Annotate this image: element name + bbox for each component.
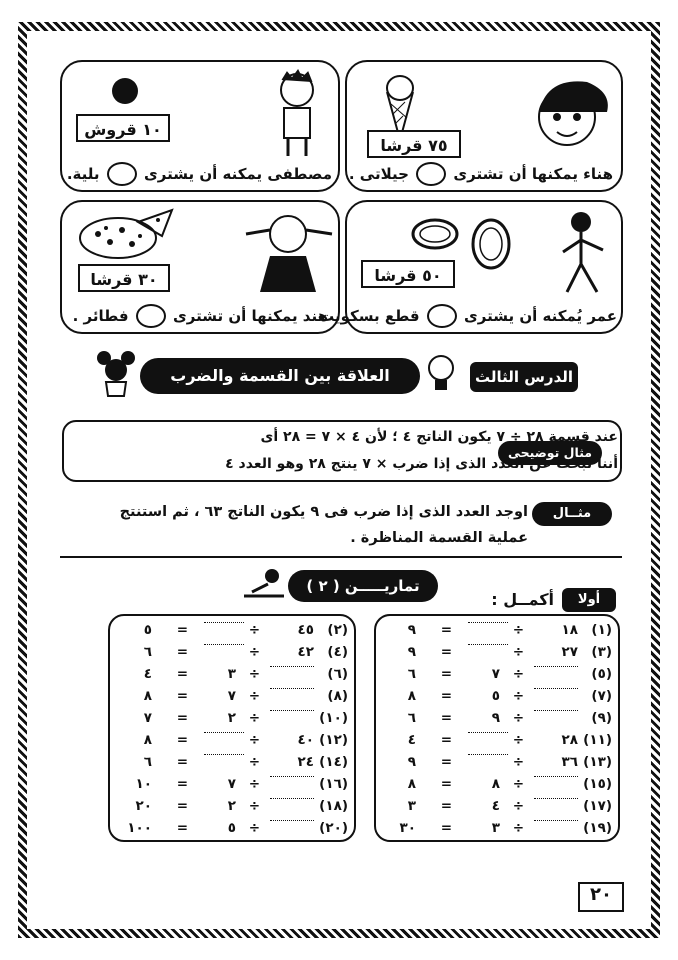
equals-symbol: = [176, 666, 188, 682]
exercise-row [116, 708, 348, 730]
answer-blank[interactable] [534, 688, 578, 689]
card-hanaa [345, 60, 623, 192]
example-explain-label: مثال توضيحى [498, 441, 602, 465]
answer-blank[interactable] [534, 798, 578, 799]
exercise-number: (٩) [591, 710, 612, 726]
exercise-number: (١١) [583, 732, 612, 748]
divide-symbol: ÷ [248, 776, 260, 792]
divide-symbol: ÷ [248, 688, 260, 704]
divide-symbol: ÷ [512, 710, 524, 726]
equals-symbol: = [440, 820, 452, 836]
answer-blank[interactable] [534, 710, 578, 711]
divisor: ٧ [491, 666, 500, 682]
result: ٦ [143, 754, 152, 770]
equals-symbol: = [176, 622, 188, 638]
result: ٨ [407, 776, 416, 792]
divide-symbol: ÷ [248, 754, 260, 770]
result: ٦ [407, 710, 416, 726]
exercise-row [382, 620, 612, 642]
result: ٥ [143, 622, 152, 638]
lesson-title: العلاقة بين القسمة والضرب [140, 358, 420, 394]
equals-symbol: = [176, 776, 188, 792]
price-box: ١٠ قروش [76, 114, 170, 142]
instruction: أكمــل : [491, 590, 554, 609]
exercise-number: (٢) [327, 622, 348, 638]
exercise-number: (١٠) [319, 710, 348, 726]
result: ١٠٠ [127, 820, 152, 836]
caption-text: مصطفى يمكنه أن يشترى [144, 164, 332, 183]
exercise-row [382, 796, 612, 818]
equals-symbol: = [440, 798, 452, 814]
divide-symbol: ÷ [248, 622, 260, 638]
exercise-row [116, 642, 348, 664]
price-box: ٣٠ قرشا [78, 264, 170, 292]
answer-blank[interactable] [534, 776, 578, 777]
divisor: ٧ [227, 776, 236, 792]
divide-symbol: ÷ [512, 820, 524, 836]
answer-blank[interactable] [204, 732, 244, 733]
result: ٣٠ [399, 820, 416, 836]
divide-symbol: ÷ [512, 666, 524, 682]
dividend: ١٨ [561, 622, 578, 638]
result: ٨ [143, 688, 152, 704]
pizza-icon [76, 206, 176, 262]
exercise-row [116, 752, 348, 774]
exercise-row [116, 796, 348, 818]
exercise-row [382, 730, 612, 752]
exercise-number: (١٢) [319, 732, 348, 748]
result: ٣ [407, 798, 416, 814]
divisor: ٥ [227, 820, 236, 836]
equals-symbol: = [176, 754, 188, 770]
exercise-number: (٥) [591, 666, 612, 682]
boy-walking-icon [553, 208, 613, 298]
exercise-number: (١٧) [583, 798, 612, 814]
exercise-row [116, 818, 348, 840]
divide-symbol: ÷ [248, 798, 260, 814]
divide-symbol: ÷ [512, 644, 524, 660]
divide-symbol: ÷ [512, 688, 524, 704]
result: ٩ [407, 644, 416, 660]
exercise-number: (١٣) [583, 754, 612, 770]
divide-symbol: ÷ [512, 776, 524, 792]
exercise-row [382, 774, 612, 796]
card-hend [60, 200, 340, 334]
answer-oval[interactable] [107, 162, 137, 186]
caption-item: جيلاتى . [348, 164, 409, 183]
girl-face-icon [527, 72, 617, 152]
dividend: ٢٤ [297, 754, 314, 770]
exercise-row [382, 642, 612, 664]
exercise-number: (١٥) [583, 776, 612, 792]
equals-symbol: = [176, 710, 188, 726]
caption-item: بلية. [66, 164, 100, 183]
exercise-row [382, 818, 612, 840]
result: ٧ [143, 710, 152, 726]
boy-figure-icon [262, 68, 332, 158]
answer-blank[interactable] [204, 622, 244, 623]
example-label: مثــال [532, 502, 612, 526]
answer-blank[interactable] [204, 644, 244, 645]
divide-symbol: ÷ [248, 732, 260, 748]
answer-blank[interactable] [468, 622, 508, 623]
answer-oval[interactable] [416, 162, 446, 186]
section-divider [60, 556, 622, 558]
exercise-row [116, 730, 348, 752]
equals-symbol: = [176, 688, 188, 704]
exercise-number: (١٩) [583, 820, 612, 836]
result: ٦ [143, 644, 152, 660]
card-caption [67, 162, 332, 186]
caption-text: هند يمكنها أن تشترى [173, 306, 328, 325]
part-label: أولا [562, 588, 616, 612]
example-explain-line1: عند قسمة ٢٨ ÷ ٧ يكون الناتج ٤ ؛ لأن ٤ × ٧ = ٢٨ أى [260, 429, 618, 445]
equals-symbol: = [440, 688, 452, 704]
exercise-number: (١٤) [319, 754, 348, 770]
answer-blank[interactable] [270, 710, 314, 711]
answer-blank[interactable] [468, 644, 508, 645]
page-number: ٢٠ [590, 884, 612, 905]
result: ٨ [143, 732, 152, 748]
dividend: ٤٥ [297, 622, 314, 638]
example-line1: اوجد العدد الذى إذا ضرب فى ٩ يكون الناتج ٦٣ ، ثم استنتج [119, 504, 528, 520]
divisor: ٣ [491, 820, 500, 836]
exercise-row [382, 752, 612, 774]
marble-icon [110, 76, 140, 106]
caption-text: هناء يمكنها أن تشترى [453, 164, 613, 183]
exercise-row [116, 664, 348, 686]
lesson-label: الدرس الثالث [470, 362, 578, 392]
divisor: ٥ [491, 688, 500, 704]
exercise-row [382, 686, 612, 708]
divide-symbol: ÷ [512, 622, 524, 638]
divisor: ٧ [227, 688, 236, 704]
divisor: ٨ [491, 776, 500, 792]
dividend: ٣٦ [561, 754, 578, 770]
answer-blank[interactable] [270, 666, 314, 667]
divisor: ٣ [227, 666, 236, 682]
girl-figure-icon [240, 210, 336, 296]
divide-symbol: ÷ [512, 754, 524, 770]
result: ١٠ [135, 776, 152, 792]
caption-item: قطع بسكويت [319, 306, 420, 325]
equals-symbol: = [176, 798, 188, 814]
exercises-title: تماريـــــن ( ٢ ) [288, 570, 438, 602]
divisor: ٢ [227, 710, 236, 726]
divide-symbol: ÷ [512, 798, 524, 814]
equals-symbol: = [440, 732, 452, 748]
equals-symbol: = [440, 776, 452, 792]
answer-blank[interactable] [270, 776, 314, 777]
example-explain-line2: أننا نبحث عن العدد الذى إذا ضرب × ٧ ينتج ٢٨ وهو العدد ٤ [225, 456, 618, 472]
mickey-icon [96, 350, 138, 398]
answer-oval[interactable] [136, 304, 166, 328]
exercise-number: (٨) [327, 688, 348, 704]
equals-symbol: = [440, 622, 452, 638]
dividend: ٤٢ [297, 644, 314, 660]
exercise-row [116, 774, 348, 796]
exercise-number: (٢٠) [319, 820, 348, 836]
card-mostafa [60, 60, 340, 192]
dividend: ٢٧ [561, 644, 578, 660]
divisor: ٩ [491, 710, 500, 726]
exercise-number: (٧) [591, 688, 612, 704]
exercise-row [382, 664, 612, 686]
exercise-number: (٤) [327, 644, 348, 660]
exercise-table-right [374, 614, 620, 842]
example-line2: عملية القسمة المناظرة . [350, 530, 528, 546]
exercise-row [116, 686, 348, 708]
result: ٢٠ [135, 798, 152, 814]
divide-symbol: ÷ [248, 666, 260, 682]
dividend: ٤٠ [297, 732, 314, 748]
divisor: ٢ [227, 798, 236, 814]
writing-child-icon [238, 566, 288, 602]
exercise-row [116, 620, 348, 642]
answer-blank[interactable] [468, 754, 508, 755]
card-caption [73, 304, 328, 328]
equals-symbol: = [176, 644, 188, 660]
card-caption [349, 162, 613, 186]
result: ٩ [407, 754, 416, 770]
dividend: ٢٨ [561, 732, 578, 748]
exercise-table-left [108, 614, 356, 842]
answer-blank[interactable] [204, 754, 244, 755]
bulb-icon [424, 352, 458, 396]
result: ٨ [407, 688, 416, 704]
divide-symbol: ÷ [512, 732, 524, 748]
card-caption [319, 304, 617, 328]
answer-blank[interactable] [270, 688, 314, 689]
answer-blank[interactable] [534, 666, 578, 667]
result: ٤ [143, 666, 152, 682]
equals-symbol: = [176, 732, 188, 748]
divide-symbol: ÷ [248, 710, 260, 726]
exercise-number: (١٦) [319, 776, 348, 792]
exercise-number: (١) [591, 622, 612, 638]
answer-blank[interactable] [534, 820, 578, 821]
divide-symbol: ÷ [248, 820, 260, 836]
result: ٤ [407, 732, 416, 748]
card-omar [319, 200, 623, 334]
price-box: ٥٠ قرشا [361, 260, 455, 288]
caption-item: فطائر . [72, 306, 129, 325]
equals-symbol: = [440, 644, 452, 660]
price-box: ٧٥ قرشا [367, 130, 461, 158]
divisor: ٤ [491, 798, 500, 814]
exercise-row [382, 708, 612, 730]
equals-symbol: = [440, 754, 452, 770]
exercise-number: (٣) [591, 644, 612, 660]
divide-symbol: ÷ [248, 644, 260, 660]
answer-blank[interactable] [270, 820, 314, 821]
result: ٦ [407, 666, 416, 682]
result: ٩ [407, 622, 416, 638]
answer-blank[interactable] [270, 798, 314, 799]
exercise-number: (١٨) [319, 798, 348, 814]
answer-blank[interactable] [468, 732, 508, 733]
equals-symbol: = [176, 820, 188, 836]
equals-symbol: = [440, 710, 452, 726]
equals-symbol: = [440, 666, 452, 682]
exercise-number: (٦) [327, 666, 348, 682]
answer-oval[interactable] [427, 304, 457, 328]
caption-text: عمر يُمكنه أن يشترى [464, 306, 617, 325]
